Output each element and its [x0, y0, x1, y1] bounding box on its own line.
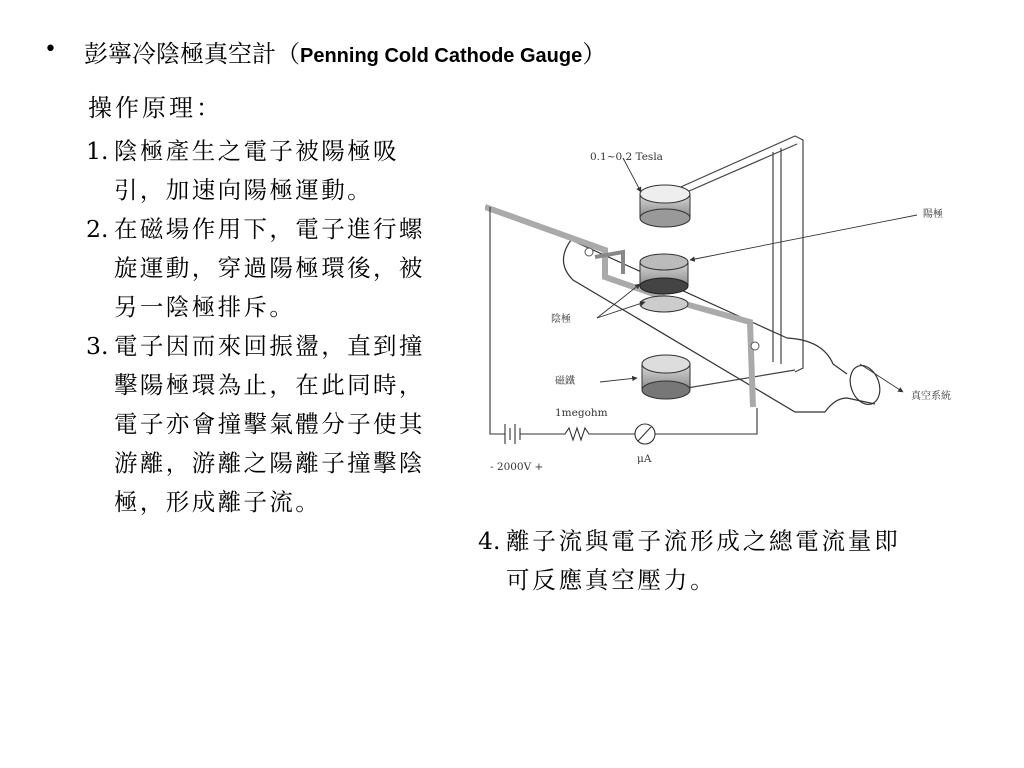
step-2: [86, 210, 446, 327]
operating-principle-heading: 操作原理：: [88, 94, 223, 122]
bottom-magnet: [642, 355, 690, 399]
title-english: Penning Cold Cathode Gauge: [300, 45, 583, 67]
step-text: 陰極產生之電子被陽極吸引，加速向陽極運動。: [114, 137, 399, 204]
cathode-label: 陰極: [551, 314, 571, 325]
step-number: 1.: [86, 137, 109, 165]
step-number: 4.: [478, 527, 501, 555]
step-text: 在磁場作用下，電子進行螺旋運動，穿過陽極環後，被另一陰極排斥。: [114, 215, 425, 321]
circuit: [490, 207, 757, 444]
tesla-label: 0.1~0.2 Tesla: [590, 151, 663, 163]
step-4: [478, 522, 918, 600]
vacuum-system-label: 真空系統: [911, 391, 951, 402]
step-number: 2.: [86, 215, 109, 243]
steps-list: [86, 132, 446, 522]
slide-title: [84, 34, 606, 69]
step-text: 電子因而來回振盪，直到撞擊陽極環為止，在此同時，電子亦會撞擊氣體分子使其游離，游離之陽離子撞擊陰極，形成離子流。: [114, 332, 425, 516]
anode-label: 陽極: [923, 209, 943, 220]
voltage-label: - 2000V +: [490, 461, 544, 473]
resistor-label: 1megohm: [555, 407, 608, 419]
step-number: 3.: [86, 332, 109, 360]
step-3: [86, 327, 446, 522]
title-close-paren: ）: [582, 40, 607, 68]
top-magnet: [640, 185, 690, 227]
gauge-tube: [563, 240, 885, 412]
bullet-marker: •: [44, 37, 57, 62]
title-chinese: 彭寧冷陰極真空計（: [84, 40, 300, 68]
step-text: 離子流與電子流形成之總電流量即可反應真空壓力。: [506, 527, 901, 594]
ammeter-label: μA: [637, 453, 652, 465]
step-1: [86, 132, 446, 210]
penning-gauge-diagram: [485, 112, 975, 490]
cathode-disks: [640, 254, 688, 312]
magnet-label: 磁鐵: [555, 376, 575, 387]
